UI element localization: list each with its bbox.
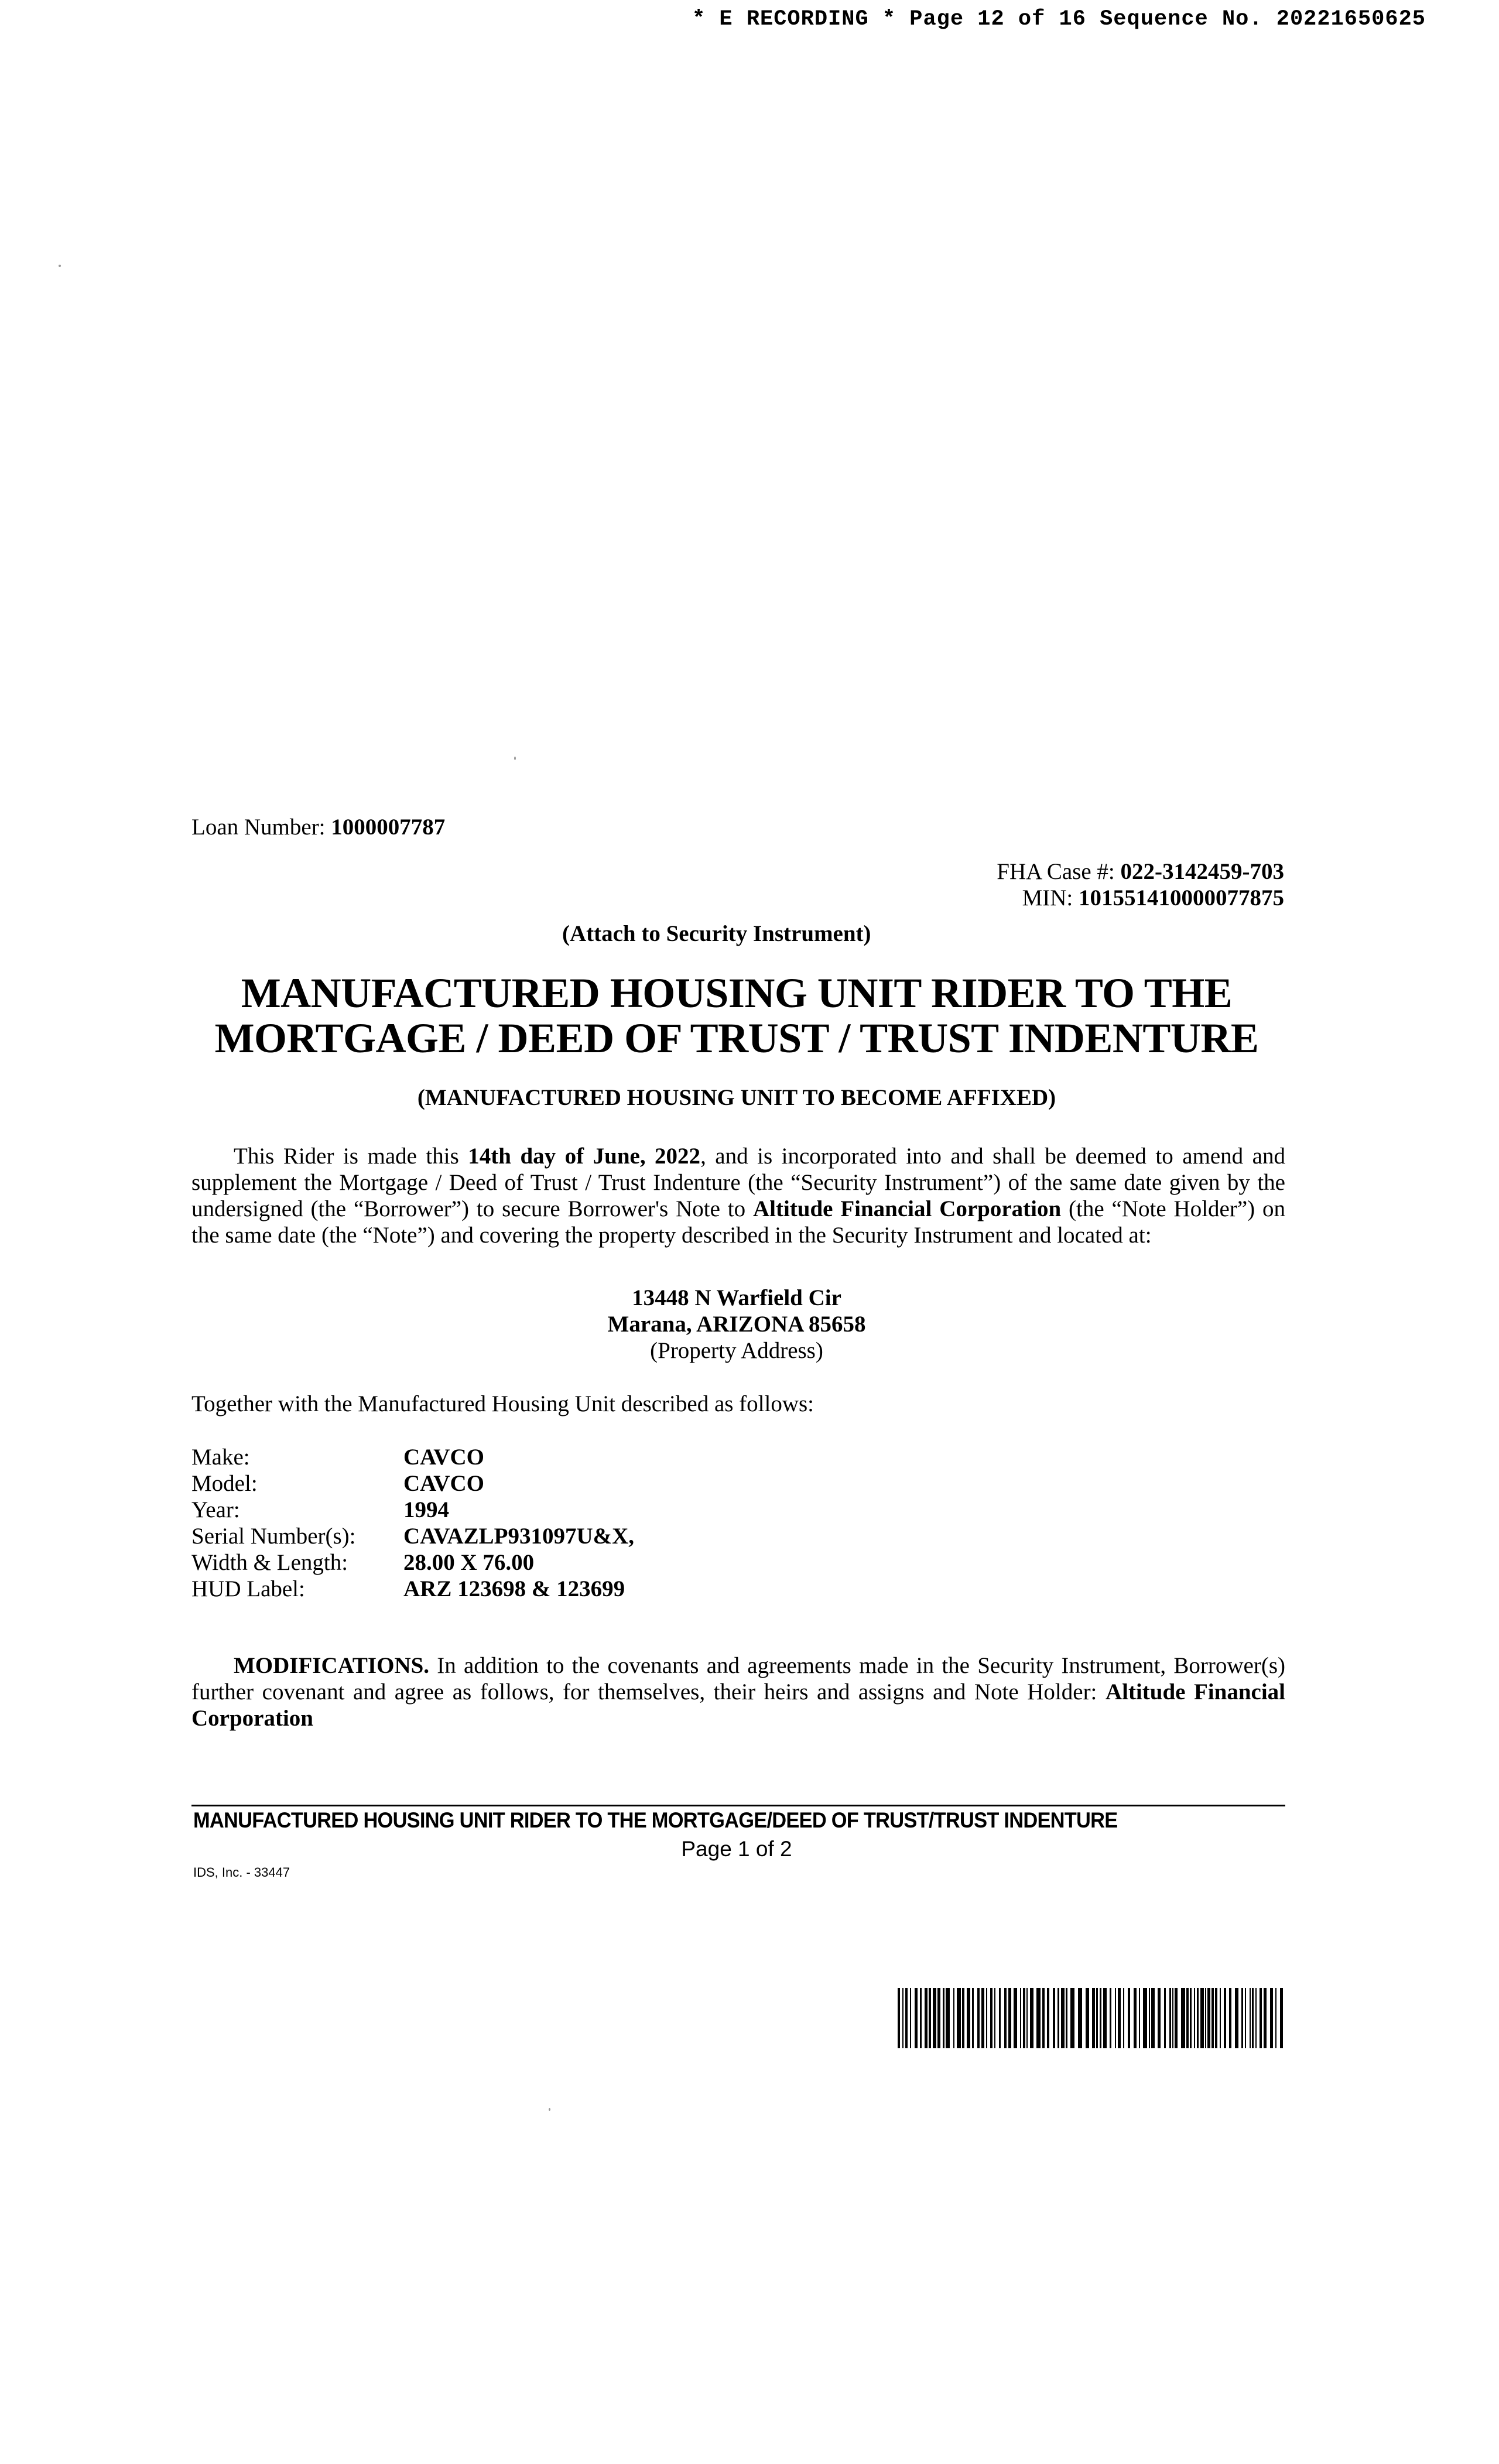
footer-title: MANUFACTURED HOUSING UNIT RIDER TO THE MORTGAGE/DEED OF TRUST/TRUST INDENTURE [193, 1808, 1118, 1832]
barcode-bar [1207, 1988, 1210, 2048]
barcode-bar [977, 1988, 980, 2048]
barcode-bar [933, 1988, 936, 2048]
barcode-bar [1070, 1988, 1074, 2048]
barcode-bar [1036, 1988, 1041, 2048]
barcode-bar [1139, 1988, 1140, 2048]
barcode-bar [981, 1988, 984, 2048]
fha-case [997, 858, 1284, 885]
barcode-bar [953, 1988, 954, 2048]
modifications-paragraph [191, 1652, 1285, 1731]
intro-text-1: This Rider is made this [234, 1144, 468, 1169]
footer-divider [191, 1805, 1285, 1806]
unit-row-serial [191, 1523, 634, 1549]
barcode-bar [1047, 1988, 1049, 2048]
recording-stamp: * E RECORDING * Page 12 of 16 Sequence No. 20221650625 [692, 7, 1426, 32]
barcode-bar [994, 1988, 995, 2048]
unit-value: CAVCO [403, 1445, 484, 1470]
barcode-bar [1004, 1988, 1007, 2048]
barcode-bar [1014, 1988, 1017, 2048]
barcode-bar [1224, 1988, 1226, 2048]
barcode-bar [920, 1988, 922, 2048]
barcode-bar [929, 1988, 931, 2048]
unit-value: 1994 [403, 1497, 449, 1522]
property-city: Marana, ARIZONA 85658 [607, 1312, 866, 1337]
barcode-bar [1205, 1988, 1206, 2048]
barcode-bar [1252, 1988, 1254, 2048]
barcode-bar [1197, 1988, 1199, 2048]
modifications-text: In addition to the covenants and agreements made in the Security Instrument, Borrower(s) further covenant and agree as follows, for themselves, their heirs and assigns and Note Holder: [191, 1653, 1285, 1705]
barcode-bar [1096, 1988, 1098, 2048]
barcode-bar [1143, 1988, 1147, 2048]
barcode-bar [1118, 1988, 1121, 2048]
barcode-bar [1220, 1988, 1221, 2048]
scan-speck [59, 265, 61, 267]
barcode-bar [1215, 1988, 1217, 2048]
barcode-bar [1235, 1988, 1238, 2048]
barcode-bar [1042, 1988, 1045, 2048]
barcode-bar [1092, 1988, 1095, 2048]
barcode-bar [1229, 1988, 1231, 2048]
barcode-bar [1264, 1988, 1267, 2048]
barcode-bar [915, 1988, 918, 2048]
barcode-bar [1134, 1988, 1137, 2048]
unit-label: HUD Label: [191, 1576, 305, 1601]
unit-label: Model: [191, 1471, 258, 1496]
barcode-bar [1190, 1988, 1192, 2048]
barcode-bar [1172, 1988, 1173, 2048]
barcode-bar [1008, 1988, 1011, 2048]
barcode-bar [1128, 1988, 1130, 2048]
barcode-bar [902, 1988, 903, 2048]
intro-text-3: (the “Note Holder”) on the same date (the “Note”) and covering the property described in the Security Instrument and located at: [191, 1196, 1285, 1248]
barcode-bar [1149, 1988, 1150, 2048]
unit-label: Serial Number(s): [191, 1524, 356, 1549]
barcode-bar [925, 1988, 928, 2048]
barcode-bar [990, 1988, 993, 2048]
barcode-bar [1023, 1988, 1025, 2048]
barcode-bar [1066, 1988, 1067, 2048]
fha-case-value: 022-3142459-703 [1120, 859, 1284, 884]
loan-number-label: Loan Number: [191, 815, 331, 840]
barcode-bar [1078, 1988, 1082, 2048]
unit-row-make [191, 1444, 634, 1470]
barcode-bar [957, 1988, 961, 2048]
document-subtitle: (MANUFACTURED HOUSING UNIT TO BECOME AFFIXED) [417, 1085, 1056, 1110]
unit-row-dimensions [191, 1549, 634, 1576]
unit-label: Make: [191, 1445, 250, 1470]
barcode-bar [1241, 1988, 1243, 2048]
min-number [997, 885, 1284, 911]
barcode-bar [937, 1988, 940, 2048]
barcode-bar [1053, 1988, 1055, 2048]
barcode-bar [1110, 1988, 1111, 2048]
property-street: 13448 N Warfield Cir [632, 1285, 841, 1310]
note-holder-name: Altitude Financial Corporation [191, 1679, 1285, 1731]
barcode-bar [1158, 1988, 1161, 2048]
lender-name: Altitude Financial Corporation [752, 1196, 1062, 1221]
fha-case-label: FHA Case #: [997, 859, 1121, 884]
title-line-2: MORTGAGE / DEED OF TRUST / TRUST INDENTURE [214, 1015, 1259, 1062]
case-identifiers [997, 858, 1284, 911]
barcode-bar [1181, 1988, 1185, 2048]
barcode-bar [986, 1988, 987, 2048]
barcode-bar [999, 1988, 1001, 2048]
barcode-bar [946, 1988, 950, 2048]
attach-note: (Attach to Security Instrument) [562, 921, 871, 946]
property-caption: (Property Address) [650, 1338, 823, 1363]
title-line-1: MANUFACTURED HOUSING UNIT RIDER TO THE [241, 970, 1233, 1017]
unit-row-hud-label [191, 1576, 634, 1602]
barcode-bar [905, 1988, 908, 2048]
barcode-bar [1061, 1988, 1065, 2048]
loan-number [191, 814, 445, 840]
scan-speck [514, 757, 516, 760]
intro-text-2: , and is incorporated into and shall be deemed to amend and supplement the Mortgage / Deed of Trust / Trust Indenture (the “Security Instrument”) of the same date given by the undersigned (the “Borrower”) to secure Borrower's Note to [191, 1144, 1285, 1221]
unit-label: Year: [191, 1497, 240, 1522]
loan-number-value: 1000007787 [331, 815, 446, 840]
barcode-bar [1270, 1988, 1273, 2048]
together-with: Together with the Manufactured Housing Unit described as follows: [191, 1391, 814, 1416]
unit-value: CAVAZLP931097U&X, [403, 1524, 635, 1549]
barcode-bar [1086, 1988, 1089, 2048]
unit-row-model [191, 1470, 634, 1497]
modifications-heading: MODIFICATIONS. [234, 1653, 430, 1678]
barcode-bar [1186, 1988, 1189, 2048]
property-address [0, 1285, 1473, 1364]
barcode-bar [1123, 1988, 1124, 2048]
unit-value: CAVCO [403, 1471, 484, 1496]
min-label: MIN: [1022, 885, 1079, 911]
barcode-bar [1275, 1988, 1276, 2048]
barcode-bar [1057, 1988, 1059, 2048]
unit-value: ARZ 123698 & 123699 [403, 1576, 625, 1601]
barcode-bar [1175, 1988, 1178, 2048]
unit-label: Width & Length: [191, 1550, 348, 1575]
page-indicator: Page 1 of 2 [681, 1837, 792, 1861]
barcode-bar [1115, 1988, 1116, 2048]
barcode-bar [1280, 1988, 1283, 2048]
barcode-bar [1026, 1988, 1028, 2048]
barcode-bar [1250, 1988, 1251, 2048]
barcode-bar [1255, 1988, 1257, 2048]
barcode-bar [943, 1988, 944, 2048]
barcode-bar [1164, 1988, 1166, 2048]
barcode-bar [1260, 1988, 1262, 2048]
barcode-bar [1151, 1988, 1155, 2048]
form-id: IDS, Inc. - 33447 [193, 1865, 290, 1880]
intro-paragraph [191, 1143, 1285, 1248]
barcode-bar [1103, 1988, 1107, 2048]
barcode-bar [972, 1988, 974, 2048]
barcode-bar [910, 1988, 911, 2048]
barcode-bar [898, 1988, 900, 2048]
barcode-bar [967, 1988, 970, 2048]
barcode-bar [1200, 1988, 1204, 2048]
barcode-bar [1194, 1988, 1195, 2048]
barcode-bar [1211, 1988, 1214, 2048]
unit-value: 28.00 X 76.00 [403, 1550, 535, 1575]
document-title [0, 971, 1473, 1061]
barcode-bar [962, 1988, 964, 2048]
barcode-bar [1030, 1988, 1033, 2048]
barcode-bar [1169, 1988, 1171, 2048]
barcode-bar [1020, 1988, 1021, 2048]
unit-row-year [191, 1497, 634, 1523]
unit-details [191, 1444, 634, 1602]
barcode-bar [1100, 1988, 1101, 2048]
barcode [898, 1988, 1284, 2048]
rider-date: 14th day of June, 2022 [468, 1144, 701, 1169]
barcode-bar [1245, 1988, 1246, 2048]
scan-speck [549, 2108, 550, 2111]
min-value: 101551410000077875 [1079, 885, 1284, 911]
